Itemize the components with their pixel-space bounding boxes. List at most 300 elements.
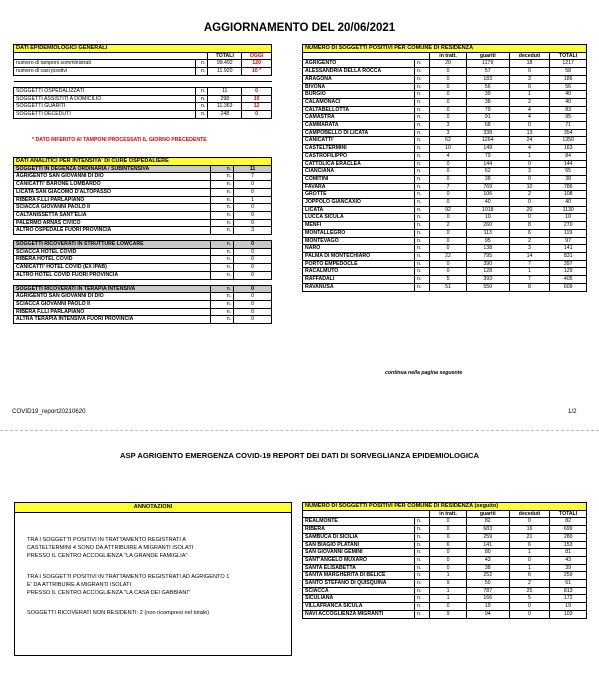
deceased: 16 bbox=[509, 526, 550, 534]
group-label: SOGGETTI IN DEGENZA ORDINARIA / SUBINTENSIVA bbox=[14, 165, 211, 173]
comune-name: MENFI bbox=[303, 222, 415, 230]
in-treatment: 0 bbox=[430, 556, 467, 564]
total: 280 bbox=[550, 533, 587, 541]
total: 10 bbox=[550, 214, 587, 222]
total: 609 bbox=[550, 283, 587, 291]
total: 119 bbox=[550, 229, 587, 237]
recovered: 38 bbox=[466, 175, 509, 183]
n-label: n. bbox=[414, 98, 429, 106]
row-value: 0 bbox=[234, 188, 272, 196]
comune-name: LUCCA SICULA bbox=[303, 214, 415, 222]
deceased: 3 bbox=[509, 75, 550, 83]
continue-note: continua nella pagina seguente bbox=[385, 370, 463, 376]
in-treatment: 0 bbox=[430, 68, 467, 76]
recovered: 106 bbox=[466, 191, 509, 199]
comuni-row bbox=[303, 137, 587, 145]
recovered: 10 bbox=[466, 214, 509, 222]
comune-name: CAMASTRA bbox=[303, 114, 415, 122]
in-treatment: 0 bbox=[430, 199, 467, 207]
comune-name: ARAGONA bbox=[303, 75, 415, 83]
deceased: 7 bbox=[509, 276, 550, 284]
total: 405 bbox=[550, 276, 587, 284]
n-label: n. bbox=[414, 83, 429, 91]
comuni-row bbox=[303, 199, 587, 207]
annotation-line: E' DA ATTRIBUIRE A MIGRANTI ISOLATI bbox=[27, 582, 132, 588]
deceased: 0 bbox=[509, 603, 550, 611]
n-label: n. bbox=[414, 572, 429, 580]
row-label: LICATA SAN GIACOMO D'ALTOPASSO bbox=[14, 188, 211, 196]
n-label: n. bbox=[210, 196, 233, 204]
general-row bbox=[14, 60, 272, 68]
total: 84 bbox=[550, 152, 587, 160]
in-treatment: 0 bbox=[430, 245, 467, 253]
n-label: n. bbox=[414, 526, 429, 534]
row-label: CANICATTI' BARONE LOMBARDO bbox=[14, 181, 211, 189]
n-label: n. bbox=[210, 227, 233, 235]
comuni-row bbox=[303, 91, 587, 99]
total: 81 bbox=[550, 549, 587, 557]
general-row bbox=[14, 68, 272, 76]
general-row bbox=[14, 110, 272, 118]
annotation-line: CASTELTERMINI 4 SONO DA ATTRIBUIRE A MIGRANTI ISOLATI bbox=[27, 545, 194, 551]
comuni-col-header-row bbox=[303, 510, 587, 518]
n-label: n. bbox=[414, 129, 429, 137]
total: 97 bbox=[550, 237, 587, 245]
today-value: 0 bbox=[242, 110, 272, 118]
general-row bbox=[14, 87, 272, 95]
recovered: 550 bbox=[466, 283, 509, 291]
analytic-group-row bbox=[14, 165, 272, 173]
in-treatment: 1 bbox=[430, 572, 467, 580]
comuni-row bbox=[303, 610, 587, 618]
in-treatment: 9 bbox=[430, 580, 467, 588]
in-treatment: 0 bbox=[430, 114, 467, 122]
recovered: 40 bbox=[466, 199, 509, 207]
row-label: numero di tamponi somministrati bbox=[14, 60, 196, 68]
col-header: deceduti bbox=[509, 510, 550, 518]
analytic-row bbox=[14, 316, 272, 324]
in-treatment: 0 bbox=[430, 106, 467, 114]
deceased: 0 bbox=[509, 160, 550, 168]
n-label: n. bbox=[210, 188, 233, 196]
deceased: 4 bbox=[509, 106, 550, 114]
col-header: deceduti bbox=[509, 52, 550, 60]
deceased: 21 bbox=[509, 533, 550, 541]
row-label: ALTRO HOTEL COVID FUORI PROVINCIA bbox=[14, 271, 211, 279]
analytic-row bbox=[14, 271, 272, 279]
recovered: 128 bbox=[466, 268, 509, 276]
n-label: n. bbox=[414, 283, 429, 291]
n-label: n. bbox=[210, 308, 233, 316]
comune-name: SANTO STEFANO DI QUISQUINA bbox=[303, 580, 415, 588]
annotation-2 bbox=[27, 573, 229, 597]
n-label: n. bbox=[414, 183, 429, 191]
general-footnote: * DATO RIFERITO AI TAMPONI PROCESSATI IL GIORNO PRECEDENTE bbox=[32, 137, 207, 143]
total: 259 bbox=[550, 572, 587, 580]
analytic-group-row bbox=[14, 241, 272, 249]
annotations-box bbox=[14, 502, 292, 656]
total: 83 bbox=[550, 106, 587, 114]
n-label: n. bbox=[210, 256, 233, 264]
recovered: 68 bbox=[466, 122, 509, 130]
n-label: n. bbox=[210, 300, 233, 308]
group-label: SOGGETTI RICOVERATI IN STRUTTURE LOWCARE bbox=[14, 241, 211, 249]
n-label: n. bbox=[414, 276, 429, 284]
comuni-row bbox=[303, 595, 587, 603]
comune-name: SANTA ELISABETTA bbox=[303, 564, 415, 572]
deceased: 0 bbox=[509, 68, 550, 76]
n-label: n. bbox=[414, 595, 429, 603]
in-treatment: 20 bbox=[430, 60, 467, 68]
recovered: 95 bbox=[466, 237, 509, 245]
in-treatment: 6 bbox=[430, 541, 467, 549]
row-value: 0 bbox=[234, 293, 272, 301]
row-label: SOGGETTI OSPEDALIZZATI bbox=[14, 87, 196, 95]
comune-name: SCIACCA bbox=[303, 587, 415, 595]
empty-cell bbox=[303, 510, 430, 518]
in-treatment: 62 bbox=[430, 137, 467, 145]
group-label: SOGGETTI RICOVERATI IN TERAPIA INTENSIVA bbox=[14, 285, 211, 293]
deceased: 0 bbox=[509, 556, 550, 564]
in-treatment: 0 bbox=[430, 160, 467, 168]
row-value: 0 bbox=[234, 248, 272, 256]
comune-name: LICATA bbox=[303, 206, 415, 214]
row-label: SCIACCA HOTEL COVID bbox=[14, 248, 211, 256]
total: 56 bbox=[550, 83, 587, 91]
comuni-row bbox=[303, 222, 587, 230]
comune-name: MONTALLEGRO bbox=[303, 229, 415, 237]
col-header: in tratt. bbox=[430, 510, 467, 518]
footer-filename: COVID19_report20210620 bbox=[12, 408, 86, 415]
total: 40 bbox=[550, 199, 587, 207]
row-label: CALTANISSETTA SANT'ELIA bbox=[14, 211, 211, 219]
col-header: TOTALI bbox=[550, 52, 587, 60]
comune-name: COMITINI bbox=[303, 175, 415, 183]
comuni-row bbox=[303, 129, 587, 137]
comuni-row bbox=[303, 98, 587, 106]
row-value: 0 bbox=[234, 308, 272, 316]
comuni-row bbox=[303, 245, 587, 253]
deceased: 14 bbox=[509, 252, 550, 260]
n-label: n. bbox=[414, 603, 429, 611]
recovered: 80 bbox=[466, 549, 509, 557]
total: 153 bbox=[550, 541, 587, 549]
comuni-row bbox=[303, 106, 587, 114]
in-treatment: 10 bbox=[430, 145, 467, 153]
comuni-row bbox=[303, 518, 587, 526]
group-value: 11 bbox=[234, 165, 272, 173]
comune-name: NARO bbox=[303, 245, 415, 253]
in-treatment: 0 bbox=[430, 229, 467, 237]
row-label: SOGGETTI DECEDUTI bbox=[14, 110, 196, 118]
in-treatment: 0 bbox=[430, 549, 467, 557]
n-label: n. bbox=[414, 564, 429, 572]
deceased: 6 bbox=[509, 572, 550, 580]
recovered: 57 bbox=[466, 68, 509, 76]
total: 1130 bbox=[550, 206, 587, 214]
row-value: 0 bbox=[234, 316, 272, 324]
n-label: n. bbox=[414, 106, 429, 114]
n-label: n. bbox=[210, 211, 233, 219]
col-header: guariti bbox=[466, 510, 509, 518]
analytic-row bbox=[14, 204, 272, 212]
n-label: n. bbox=[414, 114, 429, 122]
in-treatment: 0 bbox=[430, 83, 467, 91]
recovered: 79 bbox=[466, 106, 509, 114]
in-treatment: 0 bbox=[430, 603, 467, 611]
n-label: n. bbox=[195, 103, 208, 111]
deceased: 4 bbox=[509, 145, 550, 153]
n-label: n. bbox=[414, 191, 429, 199]
analytic-row bbox=[14, 188, 272, 196]
deceased: 0 bbox=[509, 214, 550, 222]
comuni-row bbox=[303, 175, 587, 183]
col-header-oggi: OGGI bbox=[242, 52, 272, 60]
today-value: 12 bbox=[242, 103, 272, 111]
comuni-row bbox=[303, 75, 587, 83]
total: 40 bbox=[550, 91, 587, 99]
recovered: 166 bbox=[466, 595, 509, 603]
in-treatment: 0 bbox=[430, 75, 467, 83]
deceased: 6 bbox=[509, 229, 550, 237]
general-data-table bbox=[13, 44, 272, 119]
comune-name: VILLAFRANCA SICULA bbox=[303, 603, 415, 611]
in-treatment: 0 bbox=[430, 564, 467, 572]
in-treatment: 0 bbox=[430, 175, 467, 183]
n-label: n. bbox=[210, 165, 233, 173]
n-label: n. bbox=[414, 260, 429, 268]
comune-name: RIBERA bbox=[303, 526, 415, 534]
total: 103 bbox=[550, 610, 587, 618]
row-value: 0 bbox=[234, 219, 272, 227]
recovered: 144 bbox=[466, 160, 509, 168]
in-treatment: 3 bbox=[430, 129, 467, 137]
comune-name: MONTEVAGO bbox=[303, 237, 415, 245]
n-label: n. bbox=[210, 264, 233, 272]
comune-name: SANT'ANGELO MUXARO bbox=[303, 556, 415, 564]
recovered: 683 bbox=[466, 526, 509, 534]
deceased: 4 bbox=[509, 114, 550, 122]
row-label: ALTRO OSPEDALE FUORI PROVINCIA bbox=[14, 227, 211, 235]
n-label: n. bbox=[414, 580, 429, 588]
n-label: n. bbox=[414, 145, 429, 153]
n-label: n. bbox=[414, 533, 429, 541]
comune-name: CATTOLICA ERACLEA bbox=[303, 160, 415, 168]
n-label: n. bbox=[414, 229, 429, 237]
section-header: NUMERO DI SOGGETTI POSITIVI PER COMUNE DI RESIDENZA bbox=[303, 45, 587, 53]
n-label: n. bbox=[210, 219, 233, 227]
row-label: RIBERA F.LLI PARLAPIANO bbox=[14, 308, 211, 316]
comune-name: JOPPOLO GIANCAXIO bbox=[303, 199, 415, 207]
comune-name: GROTTE bbox=[303, 191, 415, 199]
deceased: 3 bbox=[509, 245, 550, 253]
n-label: n. bbox=[414, 237, 429, 245]
n-label: n. bbox=[210, 285, 233, 293]
n-label: n. bbox=[414, 60, 429, 68]
row-value: 0 bbox=[234, 181, 272, 189]
total-value: 11.363 bbox=[208, 103, 242, 111]
recovered: 183 bbox=[466, 75, 509, 83]
today-value: 0 bbox=[242, 87, 272, 95]
recovered: 43 bbox=[466, 556, 509, 564]
group-value: 0 bbox=[234, 241, 272, 249]
footer-page-number: 1/2 bbox=[568, 408, 577, 415]
analytic-row bbox=[14, 173, 272, 181]
recovered: 19 bbox=[466, 603, 509, 611]
n-label: n. bbox=[414, 214, 429, 222]
in-treatment: 0 bbox=[430, 518, 467, 526]
total: 141 bbox=[550, 245, 587, 253]
comuni-row bbox=[303, 83, 587, 91]
section-header: DATI ANALITICI PER INTENSITA' DI CURE OSPEDALIERE bbox=[14, 158, 272, 166]
recovered: 91 bbox=[466, 114, 509, 122]
recovered: 393 bbox=[466, 276, 509, 284]
comuni-row bbox=[303, 145, 587, 153]
total: 71 bbox=[550, 122, 587, 130]
recovered: 1179 bbox=[466, 60, 509, 68]
deceased: 8 bbox=[509, 222, 550, 230]
comuni-col-header-row bbox=[303, 52, 587, 60]
n-label: n. bbox=[414, 556, 429, 564]
comuni-row bbox=[303, 549, 587, 557]
comuni-row bbox=[303, 68, 587, 76]
recovered: 259 bbox=[466, 533, 509, 541]
comuni-row bbox=[303, 587, 587, 595]
deceased: 2 bbox=[509, 98, 550, 106]
n-label: n. bbox=[210, 316, 233, 324]
deceased: 0 bbox=[509, 122, 550, 130]
row-label: SCIACCA GIOVANNI PAOLO II bbox=[14, 300, 211, 308]
comune-name: SAN GIOVANNI GEMINI bbox=[303, 549, 415, 557]
annotation-line: TRA I SOGGETTI POSITIVI IN TRATTAMENTO REGISTRATI A bbox=[27, 537, 186, 543]
in-treatment: 2 bbox=[430, 222, 467, 230]
row-label: SOGGETTI ASSISTITI A DOMICILIO bbox=[14, 95, 196, 103]
deceased: 2 bbox=[509, 237, 550, 245]
recovered: 149 bbox=[466, 145, 509, 153]
row-label: numero di casi positivi bbox=[14, 68, 196, 76]
comune-name: RAVANUSA bbox=[303, 283, 415, 291]
in-treatment: 5 bbox=[430, 276, 467, 284]
comune-name: CALAMONACI bbox=[303, 98, 415, 106]
row-label: RIBERA HOTEL COVID bbox=[14, 256, 211, 264]
n-label: n. bbox=[210, 173, 233, 181]
comuni-row bbox=[303, 283, 587, 291]
comune-name: ALESSANDRIA DELLA ROCCA bbox=[303, 68, 415, 76]
recovered: 769 bbox=[466, 183, 509, 191]
recovered: 138 bbox=[466, 245, 509, 253]
total-value: 298 bbox=[208, 95, 242, 103]
recovered: 38 bbox=[466, 98, 509, 106]
col-header: in tratt. bbox=[430, 52, 467, 60]
n-label: n. bbox=[414, 199, 429, 207]
in-treatment: 3 bbox=[430, 122, 467, 130]
analytic-row bbox=[14, 264, 272, 272]
general-row bbox=[14, 95, 272, 103]
col-header-totali: TOTALI bbox=[208, 52, 242, 60]
comuni-header-row bbox=[303, 45, 587, 53]
comuni-row bbox=[303, 152, 587, 160]
recovered: 795 bbox=[466, 252, 509, 260]
total-value: 99.492 bbox=[208, 60, 242, 68]
n-label: n. bbox=[414, 122, 429, 130]
comuni-row bbox=[303, 60, 587, 68]
in-treatment: 51 bbox=[430, 283, 467, 291]
in-treatment: 1 bbox=[430, 595, 467, 603]
recovered: 338 bbox=[466, 129, 509, 137]
comuni-row bbox=[303, 229, 587, 237]
total: 82 bbox=[550, 518, 587, 526]
total: 19 bbox=[550, 603, 587, 611]
deceased: 25 bbox=[509, 587, 550, 595]
analytic-row bbox=[14, 293, 272, 301]
comune-name: CASTELTERMINI bbox=[303, 145, 415, 153]
deceased: 8 bbox=[509, 283, 550, 291]
recovered: 141 bbox=[466, 541, 509, 549]
n-label: n. bbox=[414, 549, 429, 557]
deceased: 3 bbox=[509, 168, 550, 176]
n-label: n. bbox=[414, 168, 429, 176]
comune-name: CAMPOBELLO DI LICATA bbox=[303, 129, 415, 137]
n-label: n. bbox=[414, 206, 429, 214]
deceased: 0 bbox=[509, 610, 550, 618]
comuni-row bbox=[303, 260, 587, 268]
in-treatment: 0 bbox=[430, 98, 467, 106]
total: 39 bbox=[550, 564, 587, 572]
total: 270 bbox=[550, 222, 587, 230]
total: 95 bbox=[550, 114, 587, 122]
comune-name: FAVARA bbox=[303, 183, 415, 191]
total: 40 bbox=[550, 98, 587, 106]
recovered: 82 bbox=[466, 518, 509, 526]
municipality-table bbox=[302, 44, 587, 292]
total: 786 bbox=[550, 183, 587, 191]
comune-name: CASTROFILIPPO bbox=[303, 152, 415, 160]
today-value: 10 bbox=[242, 95, 272, 103]
comune-name: CANICATTI' bbox=[303, 137, 415, 145]
recovered: 1018 bbox=[466, 206, 509, 214]
annotation-line: PRESSO IL CENTRO ACCOGLIENZA "LA CASA DEI GABBIANI" bbox=[27, 590, 190, 596]
analytic-row bbox=[14, 211, 272, 219]
deceased: 13 bbox=[509, 129, 550, 137]
row-label: AGRIGENTO SAN GIOVANNI DI DIO bbox=[14, 293, 211, 301]
deceased: 0 bbox=[509, 83, 550, 91]
row-label: CANICATTI' HOTEL COVID (EX IPAB) bbox=[14, 264, 211, 272]
n-label: n. bbox=[414, 160, 429, 168]
analytic-header-row bbox=[14, 158, 272, 166]
analytic-row bbox=[14, 227, 272, 235]
in-treatment: 0 bbox=[430, 91, 467, 99]
comuni-row bbox=[303, 160, 587, 168]
deceased: 20 bbox=[509, 206, 550, 214]
section-header: DATI EPIDEMIOLOGICI GENERALI bbox=[14, 45, 272, 53]
recovered: 252 bbox=[466, 572, 509, 580]
n-label: n. bbox=[414, 152, 429, 160]
recovered: 94 bbox=[466, 610, 509, 618]
deceased: 24 bbox=[509, 137, 550, 145]
in-treatment: 9 bbox=[430, 610, 467, 618]
row-value: 3 bbox=[234, 227, 272, 235]
comuni-row bbox=[303, 556, 587, 564]
comune-name: BURGIO bbox=[303, 91, 415, 99]
comune-name: RAFFADALI bbox=[303, 276, 415, 284]
total-value: 11 bbox=[208, 87, 242, 95]
report-title: AGGIORNAMENTO DEL 20/06/2021 bbox=[203, 22, 396, 34]
comuni-row bbox=[303, 122, 587, 130]
row-value: 0 bbox=[234, 300, 272, 308]
in-treatment: 1 bbox=[430, 587, 467, 595]
comuni-row bbox=[303, 526, 587, 534]
analytic-row bbox=[14, 256, 272, 264]
